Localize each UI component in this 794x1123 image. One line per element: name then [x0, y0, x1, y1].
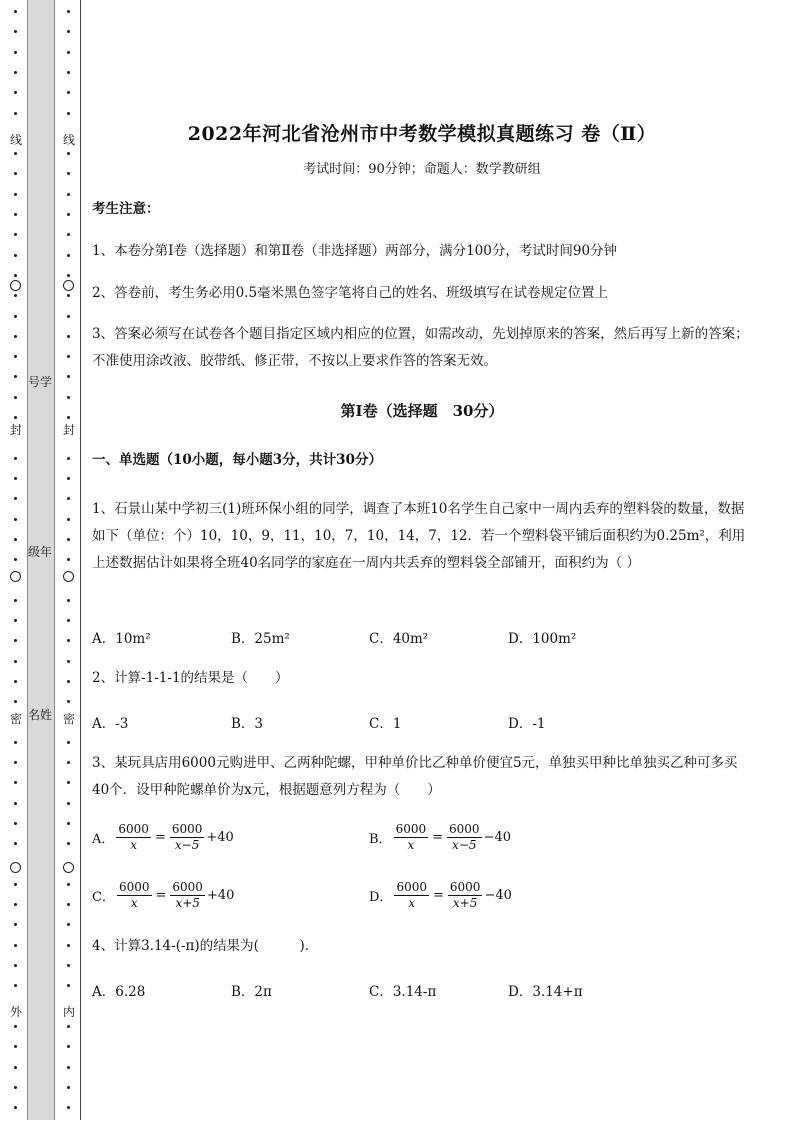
option-letter: C． — [92, 890, 115, 905]
dot-icon — [14, 172, 17, 175]
dot-icon — [67, 396, 70, 399]
denominator: x−5 — [174, 838, 200, 852]
dot-icon — [67, 152, 70, 155]
option-d — [369, 880, 512, 911]
dot-icon — [67, 10, 70, 13]
option-d: D．-1 — [508, 716, 546, 732]
dot-icon — [67, 964, 70, 967]
dot-icon — [67, 599, 70, 602]
fraction — [448, 880, 483, 911]
dot-icon — [67, 944, 70, 947]
fraction — [447, 822, 482, 853]
dot-icon — [67, 1045, 70, 1048]
dot-icon — [67, 213, 70, 216]
dot-icon — [14, 294, 17, 297]
numerator: 6000 — [449, 822, 480, 836]
dot-icon — [14, 457, 17, 460]
question-4: 4、计算3.14-(-π)的结果为( )． — [92, 938, 319, 954]
option-d: D．100m² — [508, 631, 577, 647]
dot-icon — [14, 416, 17, 419]
binding-strip — [27, 0, 55, 1120]
dot-icon — [14, 984, 17, 987]
dot-icon — [14, 599, 17, 602]
dot-icon — [14, 477, 17, 480]
outer-seal-char: 封 — [9, 423, 22, 437]
dot-icon — [14, 619, 17, 622]
dot-icon — [14, 213, 17, 216]
option-a: A．10m² — [92, 631, 151, 647]
seal-circle-icon — [10, 280, 21, 291]
dot-icon — [14, 558, 17, 561]
dot-icon — [67, 1106, 70, 1109]
dot-icon — [14, 518, 17, 521]
dot-icon — [67, 660, 70, 663]
dot-icon — [67, 1086, 70, 1089]
denominator: x — [130, 838, 138, 852]
dot-icon — [67, 1025, 70, 1028]
dot-icon — [14, 233, 17, 236]
dot-icon — [14, 639, 17, 642]
numerator: 6000 — [172, 880, 203, 894]
dot-icon — [14, 923, 17, 926]
equals-sign: = — [432, 888, 444, 903]
option-b — [369, 822, 511, 853]
dot-icon — [67, 193, 70, 196]
part-heading: 一、单选题（10小题，每小题3分，共计30分） — [92, 452, 382, 468]
dot-icon — [14, 680, 17, 683]
dot-icon — [67, 842, 70, 845]
inner-seal-char: 密 — [62, 712, 75, 726]
dot-icon — [67, 457, 70, 460]
option-c: C．40m² — [369, 631, 429, 647]
dot-icon — [14, 1086, 17, 1089]
dot-icon — [14, 741, 17, 744]
page-title: 2022年河北省沧州市中考数学模拟真题练习 卷（Ⅱ） — [187, 123, 657, 145]
student-number-label: 号学 — [27, 375, 52, 389]
numerator: 6000 — [396, 880, 427, 894]
fraction — [170, 822, 205, 853]
question-2: 2、计算-1-1-1的结果是（ ） — [92, 670, 289, 686]
dot-icon — [67, 883, 70, 886]
dot-icon — [14, 315, 17, 318]
option-a: A．6.28 — [92, 984, 146, 1000]
dot-icon — [67, 558, 70, 561]
numerator: 6000 — [118, 880, 150, 894]
numerator: 6000 — [118, 822, 149, 836]
dot-icon — [14, 30, 17, 33]
dot-icon — [14, 355, 17, 358]
dot-icon — [14, 660, 17, 663]
question-1: 1、石景山某中学初三(1)班环保小组的同学，调查了本班10名学生自己家中一周内丢弃的塑料袋的数量，数据如下（单位：个）10，10，9，11，10，7，10，14，7，12．若一个塑料袋平铺后面积约为0.25m²，利用上述数据估计如果将全班40名同学的家庭在一周内共丢弃的塑料袋全部铺开，面积约为（ ） — [92, 501, 746, 571]
dot-icon — [14, 781, 17, 784]
dot-icon — [67, 335, 70, 338]
dot-icon — [14, 71, 17, 74]
dot-icon — [67, 802, 70, 805]
dot-icon — [14, 396, 17, 399]
dot-icon — [14, 802, 17, 805]
denominator: x — [407, 838, 415, 852]
term: −40 — [484, 888, 512, 903]
term: +40 — [206, 888, 235, 903]
dot-icon — [67, 538, 70, 541]
outer-seal-char: 密 — [9, 712, 22, 726]
dot-icon — [14, 700, 17, 703]
dot-icon — [14, 112, 17, 115]
dot-icon — [67, 315, 70, 318]
denominator: x — [408, 896, 416, 910]
dot-icon — [14, 1045, 17, 1048]
dot-icon — [14, 152, 17, 155]
dot-icon — [67, 619, 70, 622]
dot-icon — [67, 172, 70, 175]
option-a: A．-3 — [92, 716, 129, 732]
dot-icon — [67, 923, 70, 926]
dot-icon — [67, 355, 70, 358]
dot-icon — [14, 1106, 17, 1109]
dot-icon — [67, 822, 70, 825]
dot-icon — [67, 112, 70, 115]
inner-seal-char: 线 — [62, 133, 75, 147]
dot-icon — [14, 944, 17, 947]
notice-item: 3、答案必须写在试卷各个题目指定区域内相应的位置，如需改动，先划掉原来的答案，然后再写上新的答案；不准使用涂改液、胶带纸、修正带，不按以上要求作答的答案无效。 — [92, 326, 749, 369]
numerator: 6000 — [449, 880, 481, 894]
dot-icon — [14, 761, 17, 764]
dot-icon — [14, 193, 17, 196]
dot-icon — [14, 822, 17, 825]
section-title: 第Ⅰ卷（选择题 30分） — [340, 402, 504, 420]
dot-icon — [67, 1066, 70, 1069]
outer-seal-char: 外 — [9, 1005, 22, 1019]
inner-seal-column — [62, 0, 76, 1123]
dot-icon — [14, 254, 17, 257]
dot-icon — [67, 497, 70, 500]
outer-seal-column — [9, 0, 23, 1123]
dot-icon — [14, 51, 17, 54]
option-c: C．3.14-π — [369, 984, 437, 1000]
dot-icon — [14, 842, 17, 845]
dot-icon — [67, 294, 70, 297]
page-edge-line — [80, 0, 81, 1120]
inner-seal-char: 内 — [62, 1005, 75, 1019]
dot-icon — [67, 781, 70, 784]
outer-seal-char: 线 — [9, 133, 22, 147]
dot-icon — [67, 903, 70, 906]
option-d: D．3.14+π — [508, 984, 583, 1000]
dot-icon — [67, 984, 70, 987]
fraction — [116, 822, 151, 853]
dot-icon — [67, 254, 70, 257]
class-label: 级年 — [27, 545, 52, 559]
option-c: C．1 — [369, 716, 402, 732]
question-2-options — [92, 712, 752, 736]
denominator: x — [130, 896, 138, 910]
dot-icon — [67, 761, 70, 764]
binding-margin — [0, 0, 84, 1123]
dot-icon — [14, 10, 17, 13]
dot-icon — [14, 538, 17, 541]
question-1-options — [92, 627, 752, 651]
dot-icon — [14, 1025, 17, 1028]
equals-sign: = — [155, 888, 167, 903]
question-4-options — [92, 980, 752, 1004]
numerator: 6000 — [395, 822, 427, 836]
numerator: 6000 — [171, 822, 203, 836]
option-letter: A． — [92, 832, 115, 847]
dot-icon — [67, 700, 70, 703]
fraction — [394, 822, 429, 853]
dot-icon — [67, 233, 70, 236]
denominator: x+5 — [175, 896, 200, 910]
seal-circle-icon — [63, 862, 74, 873]
dot-icon — [67, 639, 70, 642]
option-b: B．25m² — [231, 631, 290, 647]
equals-sign: = — [432, 830, 444, 845]
term: +40 — [206, 830, 234, 845]
option-b: B．3 — [231, 716, 264, 732]
dot-icon — [14, 1066, 17, 1069]
dot-icon — [67, 518, 70, 521]
dot-icon — [67, 71, 70, 74]
dot-icon — [14, 883, 17, 886]
option-letter: D． — [369, 890, 393, 905]
dot-icon — [14, 274, 17, 277]
seal-circle-icon — [10, 571, 21, 582]
exam-info: 考试时间：90分钟；命题人：数学教研组 — [303, 162, 541, 177]
dot-icon — [67, 375, 70, 378]
dot-icon — [14, 335, 17, 338]
seal-circle-icon — [10, 862, 21, 873]
dot-icon — [14, 903, 17, 906]
dot-icon — [14, 964, 17, 967]
dot-icon — [67, 51, 70, 54]
question-3: 3、某玩具店用6000元购进甲、乙两种陀螺，甲种单价比乙种单价便宜5元，单独买甲种比单独买乙种可多买40个．设甲种陀螺单价为x元，根据题意列方程为（ ） — [92, 755, 738, 798]
denominator: x−5 — [452, 838, 477, 852]
dot-icon — [67, 30, 70, 33]
notice-heading: 考生注意： — [92, 201, 160, 217]
dot-icon — [14, 91, 17, 94]
dot-icon — [67, 416, 70, 419]
dot-icon — [67, 741, 70, 744]
option-letter: B． — [369, 832, 392, 847]
seal-circle-icon — [63, 280, 74, 291]
equals-sign: = — [154, 830, 166, 845]
option-a — [92, 822, 234, 853]
option-c — [92, 880, 234, 911]
dot-icon — [14, 497, 17, 500]
seal-circle-icon — [63, 571, 74, 582]
dot-icon — [67, 91, 70, 94]
term: −40 — [483, 830, 511, 845]
dot-icon — [67, 680, 70, 683]
name-label: 名姓 — [27, 708, 52, 722]
fraction — [117, 880, 152, 911]
fraction — [170, 880, 205, 911]
notice-item: 1、本卷分第Ⅰ卷（选择题）和第Ⅱ卷（非选择题）两部分，满分100分，考试时间90分钟 — [92, 243, 618, 259]
denominator: x+5 — [452, 896, 478, 910]
fraction — [394, 880, 429, 911]
dot-icon — [67, 274, 70, 277]
dot-icon — [14, 375, 17, 378]
notice-item: 2、答卷前，考生务必用0.5毫米黑色签字笔将自己的姓名、班级填写在试卷规定位置上 — [92, 285, 609, 301]
inner-seal-char: 封 — [62, 423, 75, 437]
dot-icon — [67, 477, 70, 480]
option-b: B．2π — [231, 984, 272, 1000]
